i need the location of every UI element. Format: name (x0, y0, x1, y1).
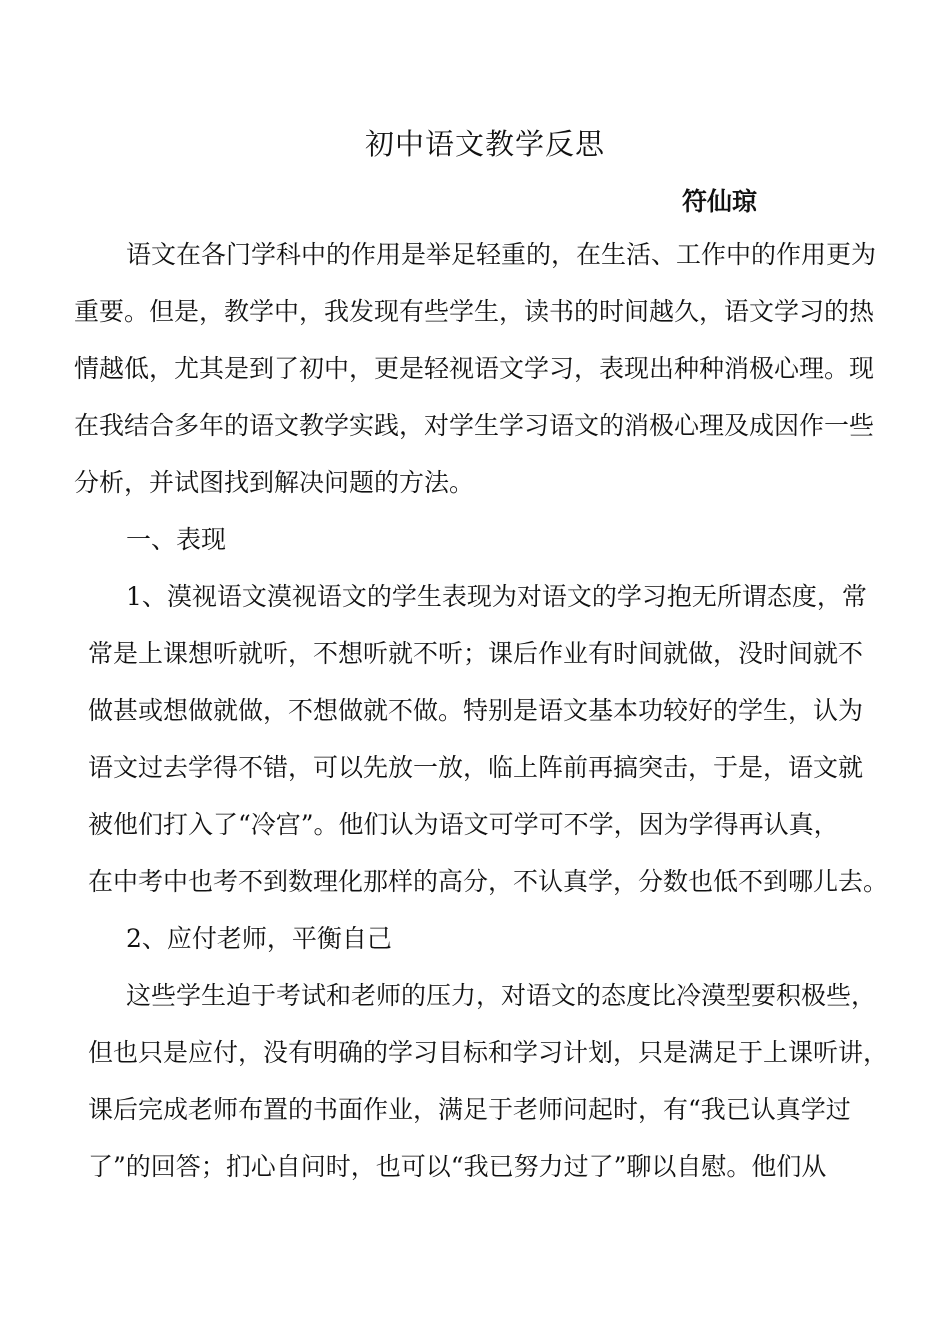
section-heading: 2、应付老师，平衡自己 (126, 924, 392, 953)
document-author: 符仙琼 (682, 187, 758, 216)
paragraph-line: 但也只是应付，没有明确的学习目标和学习计划，只是满足于上课听讲， (88, 1038, 889, 1067)
paragraph-line: 语文过去学得不错，可以先放一放，临上阵前再搞突击，于是，语文就 (88, 753, 864, 782)
paragraph-line: 做甚或想做就做，不想做就不做。特别是语文基本功较好的学生，认为 (88, 696, 864, 725)
paragraph-line: 在中考中也考不到数理化那样的高分，不认真学，分数也低不到哪儿去。 (88, 867, 889, 896)
paragraph-line: 在我结合多年的语文教学实践，对学生学习语文的消极心理及成因作一些 (74, 411, 875, 440)
paragraph-line: 1、漠视语文漠视语文的学生表现为对语文的学习抱无所谓态度，常 (126, 582, 867, 611)
paragraph-line: 语文在各门学科中的作用是举足轻重的，在生活、工作中的作用更为 (126, 240, 877, 269)
paragraph-line: 分析，并试图找到解决问题的方法。 (74, 468, 475, 497)
paragraph-line: 被他们打入了“冷宫”。他们认为语文可学可不学，因为学得再认真， (88, 810, 839, 839)
paragraph-line: 重要。但是，教学中，我发现有些学生，读书的时间越久，语文学习的热 (74, 297, 875, 326)
paragraph-line: 课后完成老师布置的书面作业，满足于老师问起时，有“我已认真学过 (88, 1095, 851, 1124)
document-title: 初中语文教学反思 (364, 127, 605, 161)
paragraph-line: 常是上课想听就听，不想听就不听；课后作业有时间就做，没时间就不 (88, 639, 864, 668)
section-heading: 一、表现 (126, 525, 227, 554)
paragraph-line: 了”的回答；扪心自问时，也可以“我已努力过了”聊以自慰。他们从 (88, 1152, 827, 1181)
paragraph-line: 情越低，尤其是到了初中，更是轻视语文学习，表现出种种消极心理。现 (74, 354, 875, 383)
paragraph-line: 这些学生迫于考试和老师的压力，对语文的态度比冷漠型要积极些， (126, 981, 877, 1010)
